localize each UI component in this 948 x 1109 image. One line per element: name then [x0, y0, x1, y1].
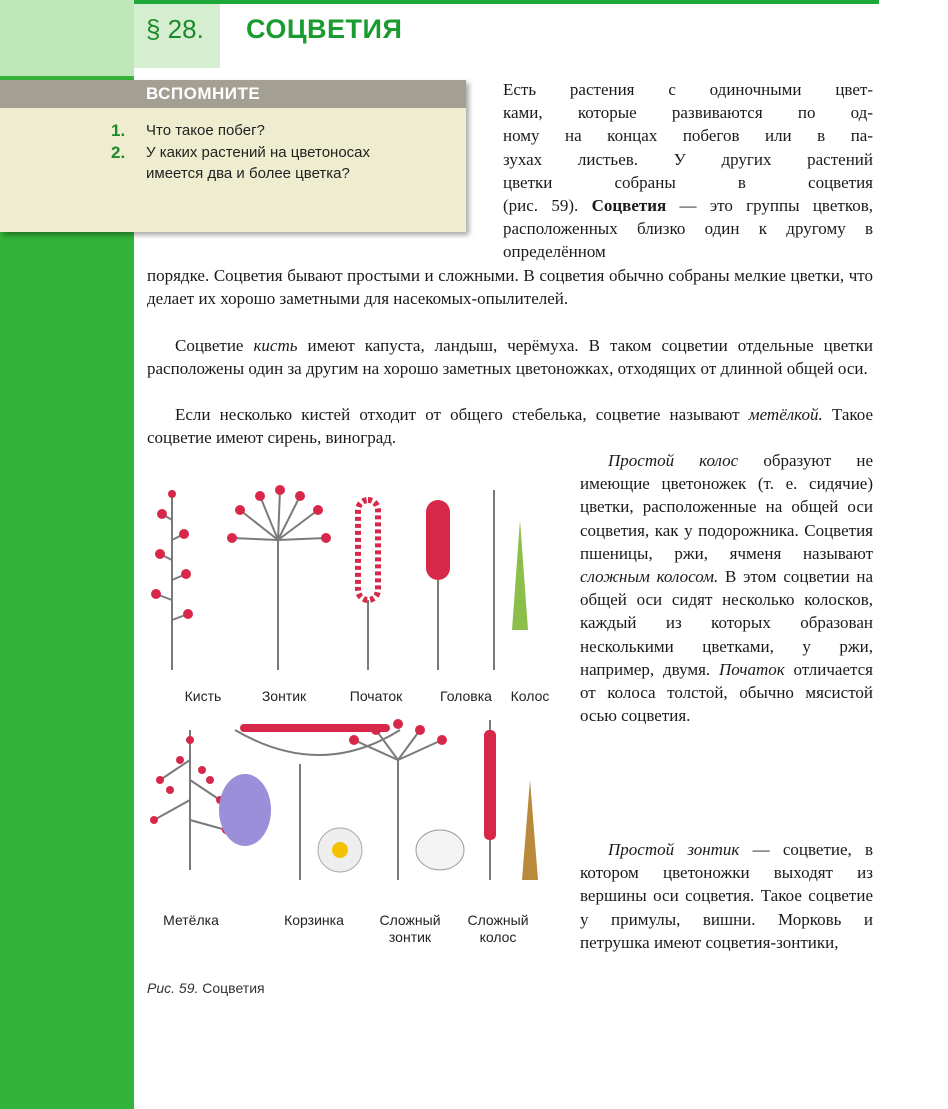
term-italic: кисть [253, 336, 298, 355]
text-line: цветки собраны в соцветия [503, 172, 873, 192]
green-band-top [0, 0, 134, 76]
term-italic: Простой колос [608, 451, 739, 470]
text-line: Есть растения с одиночными цвет- [503, 80, 873, 99]
question-1 [111, 120, 265, 141]
label-golovka: Головка [440, 688, 492, 704]
intro-paragraph [503, 78, 873, 194]
text-span: В этом соцветии на общей оси сидят несколько колосков, каждый из которых образован несколькими цветками, у ржи, например, двумя. [580, 567, 873, 679]
text-span: (рис. 59). [503, 196, 579, 215]
question-2 [111, 142, 371, 184]
section-number: § 28. [146, 14, 204, 44]
text-span: отличается от колоса толстой, обычно мясистой осью соцветия. [580, 659, 874, 726]
paragraph-2 [147, 334, 873, 380]
text-span: образуют не имеющие цветоножек (т. е. сидячие) цветки, расположенные на общей оси соцветия, как у подорожника. Соцветия пшеницы, ржи, ячменя называют [580, 451, 873, 563]
term-bold: Соцветия [591, 196, 667, 215]
label-slozhny-zontik: Сложный зонтик [379, 912, 441, 945]
question-number: 2. [111, 143, 126, 162]
term-italic: метёлкой. [748, 405, 823, 424]
label-kist: Кисть [184, 688, 222, 704]
inflorescence-illustration [140, 480, 570, 980]
column-paragraph-1 [580, 449, 873, 727]
term-italic: Початок [719, 659, 785, 679]
text-span: порядке. Соцветия бывают простыми и сложными. В соцветия обычно собраны мелкие цветки, что делает их хорошо заметными для насекомых-опылителей. [147, 266, 873, 309]
label-korzinka: Корзинка [284, 912, 344, 928]
label-metelka: Метёлка [163, 912, 219, 928]
question-text: Что такое побег? [146, 122, 265, 139]
remember-header [0, 80, 466, 108]
text-line: ками, которые развиваются по од- [503, 103, 873, 123]
text-span: — соцветие, в котором цветоножки выходят из вершины оси соцветия. Такое соцветие у примулы, вишни. Морковь и петрушка имеют соцветия-зонтики, [580, 840, 874, 952]
question-text-line2: имеется два и более цветка? [146, 165, 350, 182]
inflorescence-figure [140, 480, 570, 1000]
term-italic: Простой зонтик [608, 840, 740, 859]
column-paragraph-2 [580, 838, 873, 954]
text-span: Такое соцветие имеют сирень, виноград. [147, 405, 874, 448]
caption-number: Рис. 59. [147, 980, 199, 996]
question-number: 1. [111, 121, 126, 140]
top-rule [134, 0, 879, 4]
text-span: имеют капуста, ландыш, черёмуха. В таком соцветии отдельные цветки расположены один за другим на хорошо заметных цветоножках, отходящих от длинной общей оси. [147, 336, 874, 379]
intro-paragraph-end [503, 194, 873, 264]
text-span: Соцветие [175, 336, 244, 355]
section-title: СОЦВЕТИЯ [246, 14, 403, 44]
remember-box [0, 80, 466, 232]
paragraph-1-cont [147, 264, 873, 310]
label-zontik: Зонтик [261, 688, 307, 704]
text-span: — это группы цветков, расположенных близко один к другому в определённом [503, 196, 874, 262]
question-text-line1: У каких растений на цветоносах [146, 144, 371, 161]
remember-title: ВСПОМНИТЕ [146, 84, 261, 103]
text-line: зухах листьев. У других растений [503, 149, 873, 169]
text-span: Если несколько кистей отходит от общего стебелька, соцветие называют [175, 405, 740, 424]
term-italic: сложным колосом. [580, 567, 719, 587]
caption-text: Соцветия [202, 980, 265, 996]
figure-caption [147, 980, 265, 996]
text-line: ному на концах побегов или в па- [503, 126, 873, 146]
label-slozhny-kolos: Сложный колос [467, 912, 529, 945]
label-kolos: Колос [510, 688, 550, 704]
label-pochatok: Початок [349, 688, 403, 704]
paragraph-3 [147, 403, 873, 449]
